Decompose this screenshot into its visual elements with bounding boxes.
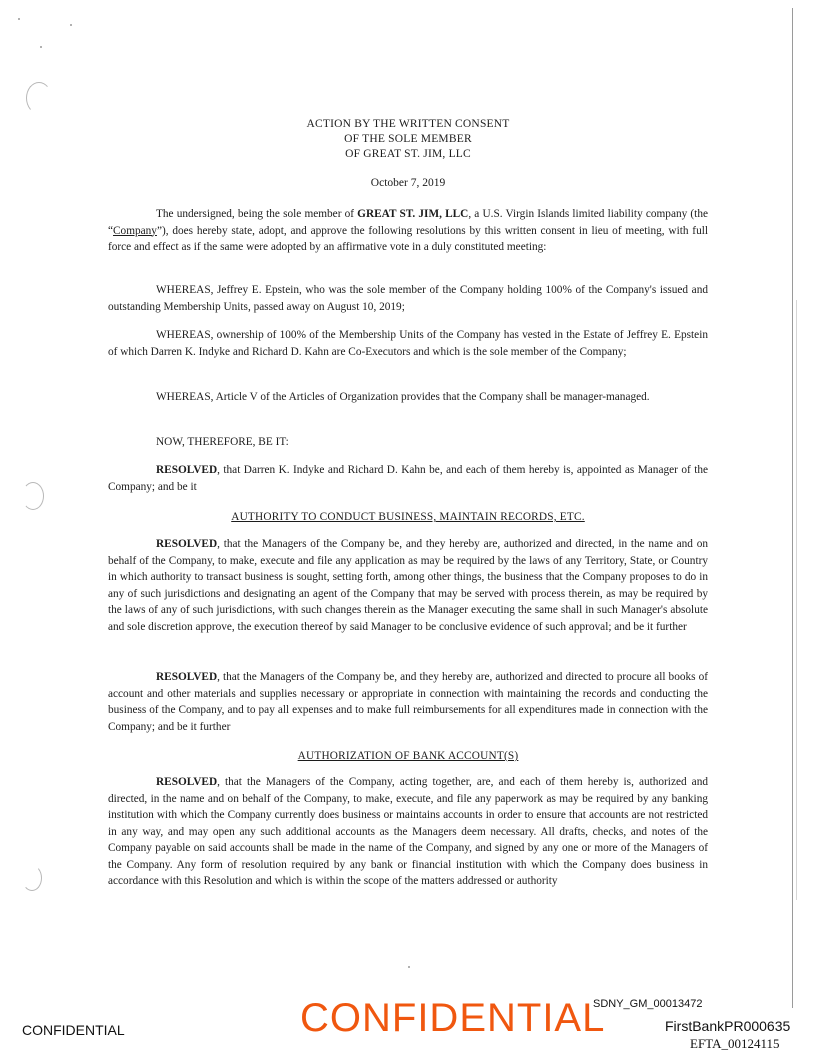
intro-paragraph	[108, 206, 708, 256]
title-line-3: OF GREAT ST. JIM, LLC	[345, 148, 471, 160]
intro-text: , a U.S. Virgin Islands limited liability company (the “	[108, 208, 708, 237]
resolved-lead: RESOLVED	[156, 671, 218, 683]
resolved-lead: RESOLVED	[156, 776, 218, 788]
whereas-lead: WHEREAS	[156, 391, 211, 403]
scan-speck	[408, 966, 410, 968]
resolved-text: , that the Managers of the Company, acting together, are, and each of them hereby is, authorized and directed, in the name and on behalf of the Company, to make, execute, and file any paperwork as may be required by any banking institution with which the Company currently does business or maintains accounts in order to ensure that accounts are not restricted in any way, and may open any such additional accounts as the Managers deem necessary. All drafts, checks, and notes of the Company payable on said accounts shall be made in the name of the Company, and signed by any one or more of the Managers of the Company. Any form of resolution required by any bank or financial institution with which the Company does business in accordance with this Resolution and which is within the scope of the matters addressed or authority	[108, 776, 708, 887]
title-line-2: OF THE SOLE MEMBER	[344, 133, 472, 145]
whereas-paragraph-1	[108, 282, 708, 315]
scan-speck	[40, 46, 42, 48]
whereas-paragraph-3	[108, 389, 708, 406]
punch-hole-mark	[22, 865, 42, 891]
confidential-label: CONFIDENTIAL	[22, 1022, 125, 1038]
whereas-paragraph-2	[108, 327, 708, 360]
whereas-lead: WHEREAS	[156, 284, 211, 296]
section-heading-bank-accounts: AUTHORIZATION OF BANK ACCOUNT(S)	[297, 750, 519, 762]
scan-speck	[70, 24, 72, 26]
bates-number-firstbank: FirstBankPR000635	[665, 1018, 791, 1034]
resolved-text: , that the Managers of the Company be, and they hereby are, authorized and directed to procure all books of account and other materials and supplies necessary or appropriate in connection with maintaining the records and conducting the business of the Company, and to pay all expenses and to make full reimbursements for all expenditures made in connection with the Company; and be it further	[108, 671, 708, 733]
confidential-stamp: CONFIDENTIAL	[300, 996, 606, 1040]
scan-speck	[18, 18, 20, 20]
whereas-text: , ownership of 100% of the Membership Units of the Company has vested in the Estate of Jeffrey E. Epstein of which Darren K. Indyke and Richard D. Kahn are Co-Executors and which is the sole member of the Company;	[108, 329, 708, 358]
now-therefore-line: NOW, THEREFORE, BE IT:	[156, 436, 289, 448]
resolved-paragraph-2	[108, 536, 708, 635]
resolved-paragraph-4	[108, 774, 708, 890]
whereas-text: , Article V of the Articles of Organization provides that the Company shall be manager-managed.	[210, 391, 650, 403]
resolved-paragraph-3	[108, 669, 708, 735]
resolved-paragraph-1	[108, 462, 708, 495]
title-line-1: ACTION BY THE WRITTEN CONSENT	[306, 118, 510, 130]
company-name: GREAT ST. JIM, LLC	[357, 208, 469, 220]
resolved-lead: RESOLVED	[156, 464, 218, 476]
scan-edge-shadow	[796, 300, 797, 900]
resolved-text: , that the Managers of the Company be, and they hereby are, authorized and directed, in the name and on behalf of the Company, to make, execute and file any application as may be required by the laws of any Territory, State, or Country in which authority to transact business is sought, setting forth, among other things, the business that the Company proposes to do in any of such jurisdictions and designating an agent of the Company that may be served with process therein, as may be required by the laws of any of such jurisdictions, with such changes therein as the Manager executing the same shall in such Manager's absolute and sole discretion approve, the execution thereof by said Manager to be conclusive evidence of such approval; and be it further	[108, 538, 708, 633]
whereas-text: , Jeffrey E. Epstein, who was the sole member of the Company holding 100% of the Company's issued and outstanding Membership Units, passed away on August 10, 2019;	[108, 284, 708, 313]
punch-hole-mark	[22, 482, 44, 510]
punch-hole-mark	[26, 82, 52, 114]
resolved-text: , that Darren K. Indyke and Richard D. Kahn be, and each of them hereby is, appointed as Manager of the Company; and be it	[108, 464, 708, 493]
intro-text: ”), does hereby state, adopt, and approve the following resolutions by this written consent in lieu of meeting, with full force and effect as if the same were adopted by an affirmative vote in a duly constituted meeting:	[108, 224, 708, 253]
resolved-lead: RESOLVED	[156, 538, 218, 550]
bates-number-efta: EFTA_00124115	[690, 1036, 780, 1051]
bates-number-sdny: SDNY_GM_00013472	[593, 998, 703, 1010]
intro-text: The undersigned, being the sole member of	[156, 208, 358, 220]
section-heading-authority: AUTHORITY TO CONDUCT BUSINESS, MAINTAIN RECORDS, ETC.	[231, 511, 585, 523]
whereas-lead: WHEREAS	[156, 329, 211, 341]
company-defined-term: Company	[113, 224, 157, 237]
document-date: October 7, 2019	[370, 177, 446, 189]
